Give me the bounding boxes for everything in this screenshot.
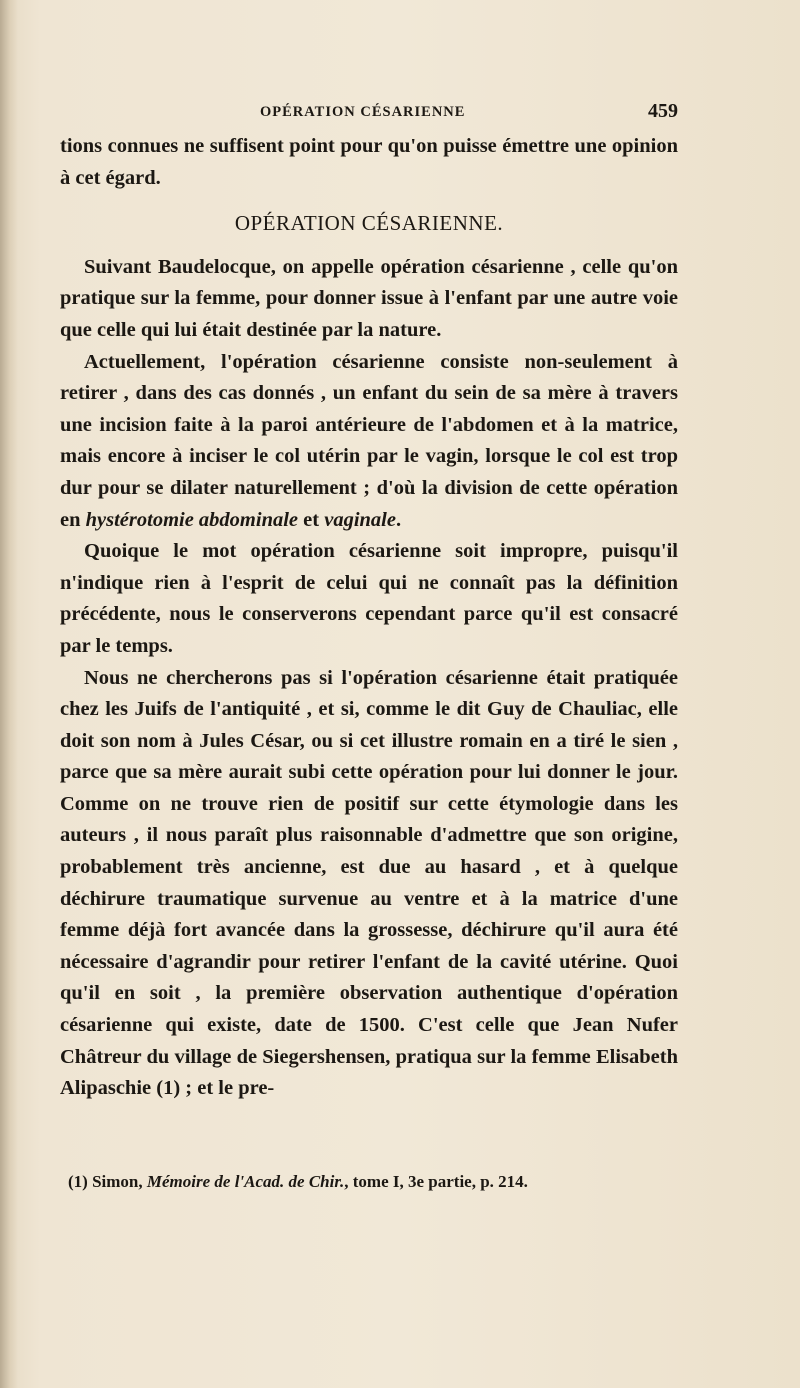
section-title: OPÉRATION CÉSARIENNE. <box>234 211 504 236</box>
paragraph-actuellement <box>60 347 678 537</box>
italic-term-abdominale: hystérotomie abdominale <box>85 508 299 531</box>
footnote <box>68 1172 678 1192</box>
paragraph-continuation: tions connues ne suffisent point pour qu'on puisse émettre une opinion à cet égard. <box>60 135 678 189</box>
paragraph-definition: Suivant Baudelocque, on appelle opération césarienne , celle qu'on pratique sur la femme, pour donner issue à l'enfant par une autre voie que celle qui lui était destinée par la nature. <box>60 255 678 341</box>
footnote-italic-title: Mémoire de l'Acad. de Chir. <box>146 1172 345 1191</box>
italic-term-vaginale: vaginale <box>324 508 396 531</box>
page-binding-shadow <box>0 0 18 1388</box>
paragraph-text: . <box>395 508 402 531</box>
paragraph-text: et <box>298 508 325 531</box>
paragraph-quoique: Quoique le mot opération césarienne soit impropre, puisqu'il n'indique rien à l'esprit de celui qui ne connaît pas la définition précédente, nous le conserverons cependant parce qu'il est consacré par le temps. <box>60 540 678 657</box>
footnote-suffix: , tome I, 3e partie, p. 214. <box>344 1172 528 1191</box>
page-header <box>60 100 678 130</box>
footnote-prefix: (1) Simon, <box>68 1172 147 1191</box>
paragraph-text: Actuellement, l'opération césarienne consiste non-seulement à retirer , dans des cas donnés , un enfant du sein de sa mère à travers une incision faite à la paroi antérieure de l'abdomen et à la matrice, mais encore à inciser le col utérin par le vagin, lorsque le col est trop dur pour se dilater naturellement ; d'où la division de cette opération en <box>60 350 678 531</box>
page-number: 459 <box>648 100 678 122</box>
running-head: OPÉRATION CÉSARIENNE <box>260 104 466 120</box>
paragraph-history: Nous ne chercherons pas si l'opération césarienne était pratiquée chez les Juifs de l'antiquité , et si, comme le dit Guy de Chauliac, elle doit son nom à Jules César, ou si cet illustre romain en a tiré le sien , parce que sa mère aurait subi cette opération pour lui donner le jour. Comme on ne trouve rien de positif sur cette étymologie dans les auteurs , il nous paraît plus raisonnable d'admettre que son origine, probablement très ancienne, est due au hasard , et à quelque déchirure traumatique survenue au ventre et à la matrice d'une femme déjà fort avancée dans la grossesse, déchirure qu'il aura été nécessaire d'agrandir pour retirer l'enfant de la cavité utérine. Quoi qu'il en soit , la première observation authentique d'opération césarienne qui existe, date de 1500. C'est celle que Jean Nufer Châtreur du village de Siegershensen, pratiqua sur la femme Elisabeth Alipaschie (1) ; et le pre- <box>60 666 678 1100</box>
body-text <box>60 131 678 1105</box>
